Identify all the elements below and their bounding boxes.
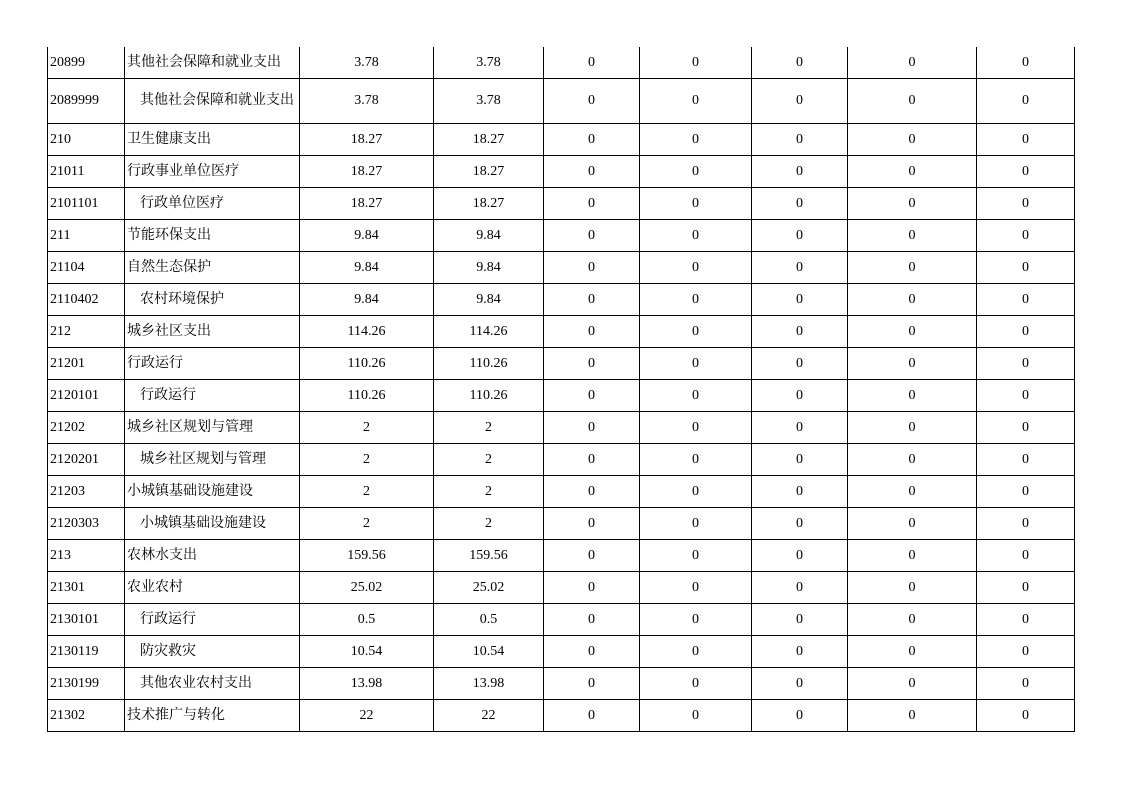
row-value-3: 0 [544,316,640,348]
row-value-5: 0 [752,668,848,700]
row-value-2: 2 [434,412,544,444]
row-value-1: 18.27 [300,156,434,188]
row-value-6: 0 [848,124,977,156]
table-row [48,348,1075,380]
row-value-6: 0 [848,220,977,252]
row-value-7: 0 [977,636,1075,668]
row-name: 行政运行 [125,380,300,412]
table-row [48,540,1075,572]
row-value-6: 0 [848,540,977,572]
row-value-5: 0 [752,444,848,476]
row-value-4: 0 [640,220,752,252]
row-value-4: 0 [640,284,752,316]
row-value-1: 2 [300,412,434,444]
row-value-2: 18.27 [434,156,544,188]
row-code: 2101101 [48,188,125,220]
row-value-1: 110.26 [300,348,434,380]
row-value-2: 2 [434,508,544,540]
row-value-1: 3.78 [300,79,434,124]
row-value-1: 22 [300,700,434,732]
row-value-3: 0 [544,188,640,220]
row-value-2: 18.27 [434,188,544,220]
row-value-2: 110.26 [434,380,544,412]
row-value-6: 0 [848,700,977,732]
row-value-5: 0 [752,636,848,668]
row-value-3: 0 [544,284,640,316]
row-value-2: 9.84 [434,284,544,316]
row-code: 21301 [48,572,125,604]
row-value-4: 0 [640,316,752,348]
row-value-6: 0 [848,79,977,124]
row-value-5: 0 [752,79,848,124]
row-code: 2130101 [48,604,125,636]
table-row [48,188,1075,220]
row-value-2: 3.78 [434,79,544,124]
row-name: 自然生态保护 [125,252,300,284]
row-value-7: 0 [977,668,1075,700]
row-value-2: 10.54 [434,636,544,668]
row-code: 212 [48,316,125,348]
row-value-2: 159.56 [434,540,544,572]
row-value-6: 0 [848,476,977,508]
row-value-3: 0 [544,220,640,252]
row-value-1: 10.54 [300,636,434,668]
row-value-7: 0 [977,348,1075,380]
row-value-4: 0 [640,47,752,79]
expenditure-table [47,47,1075,732]
row-value-3: 0 [544,476,640,508]
row-value-1: 9.84 [300,284,434,316]
row-value-6: 0 [848,572,977,604]
row-name: 城乡社区规划与管理 [125,444,300,476]
row-value-2: 110.26 [434,348,544,380]
row-value-5: 0 [752,124,848,156]
row-value-6: 0 [848,380,977,412]
row-value-4: 0 [640,188,752,220]
row-value-7: 0 [977,284,1075,316]
row-value-4: 0 [640,156,752,188]
row-value-6: 0 [848,348,977,380]
row-name: 节能环保支出 [125,220,300,252]
row-value-5: 0 [752,188,848,220]
row-value-2: 9.84 [434,220,544,252]
row-value-4: 0 [640,636,752,668]
row-value-1: 159.56 [300,540,434,572]
row-value-4: 0 [640,348,752,380]
row-value-3: 0 [544,508,640,540]
row-value-7: 0 [977,604,1075,636]
row-name: 其他社会保障和就业支出 [125,79,300,124]
row-value-3: 0 [544,700,640,732]
row-name: 行政单位医疗 [125,188,300,220]
row-value-2: 2 [434,444,544,476]
row-value-6: 0 [848,156,977,188]
row-value-1: 114.26 [300,316,434,348]
row-value-3: 0 [544,348,640,380]
row-value-3: 0 [544,636,640,668]
row-value-6: 0 [848,444,977,476]
row-code: 210 [48,124,125,156]
row-value-7: 0 [977,572,1075,604]
row-name: 农业农村 [125,572,300,604]
row-value-4: 0 [640,508,752,540]
row-code: 2120201 [48,444,125,476]
row-value-2: 2 [434,476,544,508]
row-value-5: 0 [752,47,848,79]
row-value-4: 0 [640,604,752,636]
row-value-1: 18.27 [300,188,434,220]
row-code: 2130199 [48,668,125,700]
row-value-5: 0 [752,220,848,252]
row-code: 2120303 [48,508,125,540]
row-code: 2120101 [48,380,125,412]
row-name: 行政运行 [125,604,300,636]
row-code: 21202 [48,412,125,444]
table-row [48,316,1075,348]
row-value-7: 0 [977,380,1075,412]
row-value-3: 0 [544,412,640,444]
row-value-6: 0 [848,47,977,79]
row-value-7: 0 [977,47,1075,79]
row-value-5: 0 [752,348,848,380]
table-row [48,572,1075,604]
row-value-7: 0 [977,156,1075,188]
row-value-2: 25.02 [434,572,544,604]
row-value-7: 0 [977,476,1075,508]
row-value-6: 0 [848,316,977,348]
row-value-6: 0 [848,412,977,444]
row-code: 2130119 [48,636,125,668]
row-value-7: 0 [977,316,1075,348]
row-value-4: 0 [640,124,752,156]
row-value-7: 0 [977,540,1075,572]
table-row [48,476,1075,508]
row-value-5: 0 [752,252,848,284]
table-row [48,412,1075,444]
row-value-5: 0 [752,508,848,540]
row-value-4: 0 [640,380,752,412]
table-row [48,700,1075,732]
table-row [48,284,1075,316]
row-code: 2089999 [48,79,125,124]
row-code: 211 [48,220,125,252]
row-value-1: 2 [300,508,434,540]
row-value-1: 25.02 [300,572,434,604]
row-value-1: 3.78 [300,47,434,79]
row-value-5: 0 [752,284,848,316]
row-name: 农林水支出 [125,540,300,572]
row-value-3: 0 [544,252,640,284]
table-row [48,604,1075,636]
table-row [48,508,1075,540]
row-value-3: 0 [544,124,640,156]
row-value-6: 0 [848,604,977,636]
row-value-7: 0 [977,220,1075,252]
row-value-4: 0 [640,79,752,124]
row-value-7: 0 [977,444,1075,476]
row-code: 2110402 [48,284,125,316]
row-name: 小城镇基础设施建设 [125,476,300,508]
row-value-1: 0.5 [300,604,434,636]
row-name: 防灾救灾 [125,636,300,668]
row-value-2: 22 [434,700,544,732]
row-value-2: 9.84 [434,252,544,284]
row-value-7: 0 [977,508,1075,540]
row-value-6: 0 [848,252,977,284]
row-value-2: 0.5 [434,604,544,636]
table-row [48,380,1075,412]
row-value-3: 0 [544,79,640,124]
row-value-2: 13.98 [434,668,544,700]
row-value-4: 0 [640,700,752,732]
row-value-5: 0 [752,540,848,572]
row-code: 213 [48,540,125,572]
row-value-3: 0 [544,156,640,188]
row-name: 其他社会保障和就业支出 [125,47,300,79]
row-code: 21203 [48,476,125,508]
row-name: 城乡社区规划与管理 [125,412,300,444]
table-row [48,156,1075,188]
row-value-4: 0 [640,476,752,508]
row-code: 21011 [48,156,125,188]
row-value-7: 0 [977,79,1075,124]
row-value-5: 0 [752,412,848,444]
row-value-4: 0 [640,668,752,700]
row-value-5: 0 [752,700,848,732]
row-name: 技术推广与转化 [125,700,300,732]
row-value-4: 0 [640,540,752,572]
row-name: 城乡社区支出 [125,316,300,348]
row-value-2: 114.26 [434,316,544,348]
row-name: 行政事业单位医疗 [125,156,300,188]
row-name: 农村环境保护 [125,284,300,316]
row-value-5: 0 [752,380,848,412]
row-value-7: 0 [977,252,1075,284]
row-name: 卫生健康支出 [125,124,300,156]
row-value-5: 0 [752,476,848,508]
row-value-6: 0 [848,508,977,540]
table-row [48,47,1075,79]
row-value-2: 18.27 [434,124,544,156]
table-row [48,444,1075,476]
row-name: 其他农业农村支出 [125,668,300,700]
row-name: 小城镇基础设施建设 [125,508,300,540]
row-code: 21302 [48,700,125,732]
row-code: 20899 [48,47,125,79]
row-value-6: 0 [848,636,977,668]
row-value-1: 2 [300,444,434,476]
row-code: 21104 [48,252,125,284]
row-value-7: 0 [977,124,1075,156]
row-value-5: 0 [752,604,848,636]
row-value-7: 0 [977,188,1075,220]
row-value-4: 0 [640,252,752,284]
row-value-3: 0 [544,444,640,476]
table-body [48,47,1075,732]
row-value-3: 0 [544,572,640,604]
table-row [48,220,1075,252]
row-value-1: 9.84 [300,252,434,284]
table-row [48,79,1075,124]
table-row [48,636,1075,668]
table-row [48,252,1075,284]
row-value-1: 9.84 [300,220,434,252]
row-name: 行政运行 [125,348,300,380]
row-value-3: 0 [544,540,640,572]
row-value-1: 110.26 [300,380,434,412]
row-value-3: 0 [544,47,640,79]
row-value-4: 0 [640,444,752,476]
row-value-6: 0 [848,284,977,316]
row-value-1: 18.27 [300,124,434,156]
table-row [48,668,1075,700]
row-value-6: 0 [848,188,977,220]
row-value-4: 0 [640,572,752,604]
row-value-5: 0 [752,316,848,348]
row-value-1: 13.98 [300,668,434,700]
table-row [48,124,1075,156]
row-value-3: 0 [544,604,640,636]
row-value-2: 3.78 [434,47,544,79]
row-value-5: 0 [752,156,848,188]
row-value-5: 0 [752,572,848,604]
row-value-7: 0 [977,412,1075,444]
row-value-6: 0 [848,668,977,700]
row-value-7: 0 [977,700,1075,732]
row-value-3: 0 [544,380,640,412]
row-value-3: 0 [544,668,640,700]
row-code: 21201 [48,348,125,380]
row-value-4: 0 [640,412,752,444]
row-value-1: 2 [300,476,434,508]
